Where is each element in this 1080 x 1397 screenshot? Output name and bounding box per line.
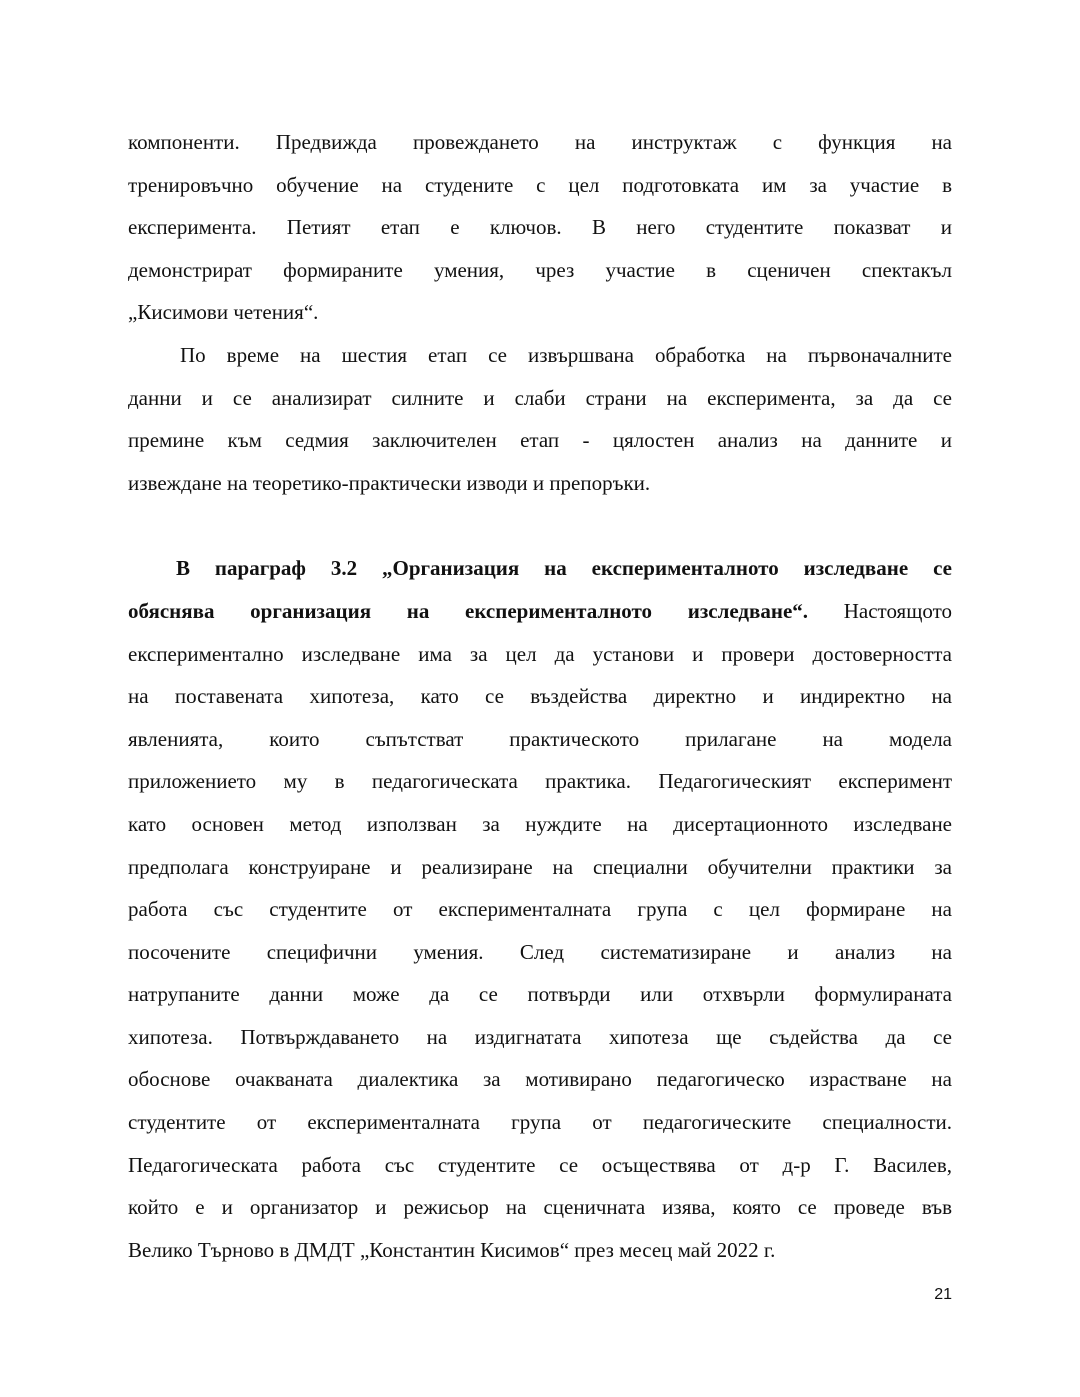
paragraph-1 xyxy=(128,121,952,334)
text-line: Велико Търново в ДМДТ „Константин Кисимов“ през месец май 2022 г. xyxy=(128,1237,776,1262)
text-line: Педагогическата работа със студентите се осъществява от д-р Г. Василев, xyxy=(128,1152,952,1177)
text-line: По време на шестия етап се извършвана обработка на първоначалните xyxy=(180,342,952,367)
text-line xyxy=(128,590,952,633)
text-span: Настоящото xyxy=(808,598,952,623)
text-line: компоненти. Предвижда провеждането на инструктаж с функция на xyxy=(128,130,952,154)
text-line: който е и организатор и режисьор на сценичната изява, която се проведе във xyxy=(128,1195,952,1220)
paragraph-2 xyxy=(128,334,952,504)
text-line: предполага конструиране и реализиране на специални обучителни практики за xyxy=(128,854,952,879)
text-line: натрупаните данни може да се потвърди или отхвърли формулираната xyxy=(128,982,952,1007)
text-line: данни и се анализират силните и слаби страни на експеримента, за да се xyxy=(128,385,952,410)
text-line: извеждане на теоретико-практически изводи и препоръки. xyxy=(128,470,651,495)
text-line: демонстрират формираните умения, чрез участие в сценичен спектакъл xyxy=(128,257,952,282)
section-heading-end: обяснява организация на експерименталното изследване“. xyxy=(128,598,809,623)
text-line: експериментално изследване има за цел да установи и провери достоверността xyxy=(128,641,952,666)
text-line: посочените специфични умения. След систематизиране и анализ на xyxy=(128,939,952,964)
text-line: приложението му в педагогическата практика. Педагогическият експеримент xyxy=(128,769,952,794)
text-line: премине към седмия заключителен етап - цялостен анализ на данните и xyxy=(128,428,952,453)
text-line: на поставената хипотеза, като се въздейства директно и индиректно на xyxy=(128,684,952,709)
text-line: като основен метод използван за нуждите на дисертационното изследване xyxy=(128,811,952,836)
text-line: експеримента. Петият етап е ключов. В него студентите показват и xyxy=(128,215,952,240)
text-line: явленията, които съпътстват практическото прилагане на модела xyxy=(128,726,952,751)
text-line: тренировъчно обучение на студените с цел подготовката им за участие в xyxy=(128,172,952,197)
paragraph-spacer xyxy=(128,504,952,547)
paragraph-3 xyxy=(128,547,952,1271)
text-line: хипотеза. Потвърждаването на издигнатата хипотеза ще съдейства да се xyxy=(128,1024,952,1049)
text-line: обоснове очакваната диалектика за мотивирано педагогическо израстване на xyxy=(128,1067,952,1092)
document-page xyxy=(128,121,952,1271)
section-heading-line: В параграф 3.2 „Организация на експерименталното изследване се xyxy=(176,556,952,581)
text-line: работа със студентите от експерименталната група с цел формиране на xyxy=(128,897,952,922)
page-number: 21 xyxy=(934,1286,952,1303)
text-line: студентите от експерименталната група от педагогическите специалности. xyxy=(128,1110,952,1135)
text-line: „Кисимови четения“. xyxy=(128,300,319,325)
